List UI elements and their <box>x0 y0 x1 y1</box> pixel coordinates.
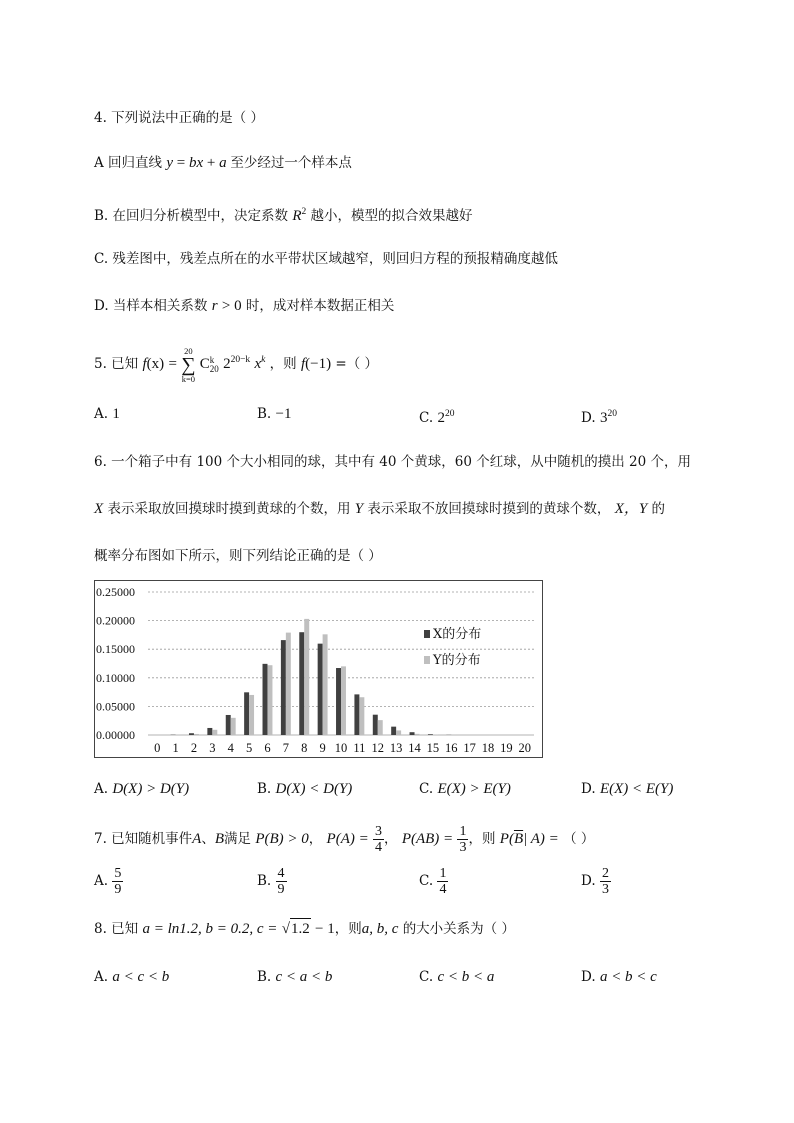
option-label: B. <box>257 873 276 889</box>
bar-x-3 <box>207 728 212 735</box>
q4-option-d <box>94 296 394 316</box>
x-tick-label: 10 <box>334 741 348 755</box>
formula-x: x <box>196 155 204 171</box>
option-value: 1 <box>112 406 120 422</box>
p-a-num: 3 <box>375 824 383 839</box>
vars-xy: X，Y <box>614 501 648 517</box>
q6-line-1: 6. 一个箱子中有 100 个大小相同的球，其中有 40 个黄球，60 个红球，从中随机的摸出 20 个，用 <box>94 454 692 470</box>
y-tick-label: 0.05000 <box>96 699 135 714</box>
bar-y-11 <box>359 697 364 735</box>
option-label: A. <box>94 781 113 797</box>
x-tick-label: 18 <box>481 741 495 755</box>
r-squared <box>292 208 306 224</box>
q7-comma-2: ， <box>384 831 398 847</box>
bar-x-10 <box>336 668 341 735</box>
q8-option-c <box>419 967 494 987</box>
q4-option-b-text-1: B. 在回归分析模型中，决定系数 <box>94 208 289 224</box>
q6-option-b <box>257 779 352 799</box>
y-tick-label: 0.10000 <box>96 670 135 685</box>
bar-x-2 <box>189 733 194 735</box>
x-exp: k <box>261 355 266 365</box>
option-value: a < b < c <box>599 969 657 985</box>
q4-option-b-text-2: 越小，模型的拟合效果越好 <box>310 208 473 224</box>
event-a: A <box>192 831 202 847</box>
p-a-fraction <box>373 824 384 855</box>
conditional-probability <box>500 831 559 847</box>
q7-option-c <box>419 866 448 897</box>
option-label: D. <box>581 410 600 426</box>
formula-b: b <box>188 155 197 171</box>
q5-option-b <box>257 404 291 424</box>
q6-line-2-a: 表示采取放回摸球时摸到黄球的个数，用 <box>107 501 351 517</box>
q7-mid: ，则 <box>468 831 496 847</box>
option-label: C. <box>419 781 438 797</box>
x-tick-label: 0 <box>154 741 161 755</box>
q5-stem <box>94 345 378 384</box>
var-y: Y <box>354 501 364 517</box>
q4-regression-formula: y = bx + a <box>166 155 227 171</box>
bar-y-4 <box>231 718 236 735</box>
option-value: a < c < b <box>112 969 170 985</box>
option-label: A. <box>94 873 113 889</box>
x-tick-label: 13 <box>389 741 403 755</box>
equals: = <box>168 356 177 372</box>
q8-option-b <box>257 967 332 987</box>
option-value: −1 <box>275 406 292 422</box>
q5-prefix: 5. 已知 <box>94 356 139 372</box>
option-label: A. <box>94 969 113 985</box>
x-tick-label: 1 <box>172 741 179 755</box>
q4-option-c: C. 残差图中，残差点所在的水平带状区域越窄，则回归方程的预报精确度越低 <box>94 251 558 267</box>
x-tick-label: 16 <box>445 741 458 755</box>
q7-sep: 、 <box>201 831 215 847</box>
c-sup: k <box>209 354 215 365</box>
bar-x-9 <box>318 644 323 735</box>
x-tick-label: 4 <box>227 741 234 755</box>
event-b: B <box>214 831 225 847</box>
option-value: D(X) > D(Y) <box>112 781 190 797</box>
q5-option-a <box>94 404 120 424</box>
sum-upper: 20 <box>184 345 193 356</box>
bar-y-6 <box>267 665 272 735</box>
option-label: D. <box>581 873 600 889</box>
q8-expr-2: − 1 <box>315 921 335 937</box>
r-symbol: R <box>292 208 302 224</box>
q5-option-c <box>419 404 454 428</box>
x-tick-label: 7 <box>282 741 289 755</box>
option-label: D. <box>581 969 600 985</box>
q6-line-3: 概率分布图如下所示，则下列结论正确的是（ ） <box>94 548 382 564</box>
q7-tail: （ ） <box>563 831 595 847</box>
option-value: $2^{20}$ <box>437 409 455 426</box>
option-label: B. <box>257 781 276 797</box>
q8-abc: a, b, c <box>361 921 399 937</box>
bar-y-14 <box>415 734 420 735</box>
bar-x-8 <box>299 632 304 735</box>
bar-x-5 <box>244 692 249 735</box>
y-tick-label: 0.25000 <box>96 585 135 599</box>
option-value: c < b < a <box>437 969 495 985</box>
p-ab: P(AB) = <box>401 831 454 847</box>
bar-y-2 <box>194 734 199 735</box>
bar-x-15 <box>428 734 433 735</box>
bar-y-5 <box>249 695 254 735</box>
bar-x-14 <box>410 732 415 735</box>
x-tick-label: 15 <box>426 741 440 755</box>
c-sub: 20 <box>209 363 219 374</box>
q7-prefix: 7. 已知随机事件 <box>94 831 193 847</box>
formula-y: y <box>166 155 174 171</box>
r-variable: r <box>211 298 218 314</box>
q5-tail: =（ ） <box>335 356 378 372</box>
q7-comma-1: ， <box>308 831 323 847</box>
q4-option-a <box>94 153 352 173</box>
q8-mid: ，则 <box>334 921 362 937</box>
power-term <box>223 356 250 372</box>
q5-option-d <box>581 404 617 428</box>
q8-stem: 8. 已知 a = ln1.2, b = 0.2, c = √1.2 − 1，则a, b, c 的大小关系为（ ） <box>94 918 515 939</box>
c-symbol: C <box>199 356 210 372</box>
option-label: C. <box>419 969 438 985</box>
summation <box>181 346 195 384</box>
sum-lower: k=0 <box>181 373 195 384</box>
bar-x-4 <box>226 715 231 735</box>
x-tick-label: 14 <box>408 741 421 755</box>
bar-y-9 <box>323 634 328 735</box>
probability-distribution-chart <box>94 580 543 758</box>
q6-line-2-c: 的 <box>651 501 666 517</box>
bar-y-3 <box>212 730 217 735</box>
option-value: $3^{20}$ <box>599 409 617 426</box>
formula-a: a <box>219 155 227 171</box>
f-of-x: f(x) <box>142 356 165 372</box>
bar-x-13 <box>391 727 396 735</box>
option-value: E(X) < E(Y) <box>599 781 674 797</box>
q7-option-a <box>94 866 123 897</box>
b-complement: $\overline{B}$ <box>513 831 524 847</box>
x-tick-label: 11 <box>353 741 366 755</box>
option-label: D. <box>581 781 600 797</box>
x-base: x <box>254 356 262 372</box>
option-fraction: $\frac{4}{9}$ <box>277 866 285 897</box>
r-exponent: 2 <box>301 207 307 217</box>
pq-rest: | A) = <box>523 831 559 847</box>
q6-option-d <box>581 779 673 799</box>
x-tick-label: 9 <box>319 741 326 755</box>
p-ab-fraction <box>457 824 468 855</box>
option-fraction: $\frac{2}{3}$ <box>601 866 609 897</box>
q4-stem: 4. 下列说法中正确的是（ ） <box>94 110 264 126</box>
x-tick-label: 3 <box>209 741 216 755</box>
option-label: A. <box>94 406 113 422</box>
option-value: E(X) > E(Y) <box>437 781 511 797</box>
x-tick-label: 19 <box>500 741 513 755</box>
option-value: c < a < b <box>275 969 333 985</box>
bar-x-11 <box>354 694 359 735</box>
q7-option-b <box>257 866 287 897</box>
p-a: P(A) = <box>326 831 369 847</box>
q4-option-d-text-1: D. 当样本相关系数 <box>94 298 208 314</box>
q6-option-a <box>94 779 189 799</box>
q8-option-a <box>94 967 169 987</box>
q7-stem <box>94 824 594 855</box>
bar-y-7 <box>286 633 291 735</box>
option-value: D(X) < D(Y) <box>275 781 353 797</box>
x-tick-label: 17 <box>463 741 476 755</box>
x-tick-label: 20 <box>518 741 532 755</box>
p-b: P(B) > 0 <box>255 831 309 847</box>
q6-line-2-b: 表示采取不放回摸球时摸到的黄球个数， <box>367 501 611 517</box>
option-fraction: $\frac{5}{9}$ <box>114 866 122 897</box>
bar-x-6 <box>263 664 268 735</box>
sqrt-arg: 1.2 <box>290 918 311 939</box>
bar-y-13 <box>396 730 401 735</box>
x-tick-label: 8 <box>301 741 308 755</box>
q4-option-d-text-2: 时，成对样本数据正相关 <box>245 298 395 314</box>
neg-one: (−1) <box>305 356 332 372</box>
x-tick-label: 6 <box>264 741 271 755</box>
x-tick-label: 5 <box>245 741 253 755</box>
x-tick-label: 2 <box>190 741 198 755</box>
r-condition: > 0 <box>221 298 242 314</box>
bar-y-10 <box>341 666 346 735</box>
q8-tail: 的大小关系为（ ） <box>402 921 515 937</box>
option-fraction: $\frac{1}{4}$ <box>439 866 447 897</box>
f-symbol: f <box>142 356 147 372</box>
legend-label: X的分布 <box>433 627 482 642</box>
legend-label: Y的分布 <box>433 653 481 668</box>
legend-swatch <box>424 630 430 638</box>
q8-prefix: 8. 已知 <box>94 921 139 937</box>
q4-option-a-suffix: 至少经过一个样本点 <box>230 155 352 171</box>
pq-open: P( <box>499 831 514 847</box>
bar-y-8 <box>304 619 309 735</box>
q7-cond: 满足 <box>224 831 252 847</box>
q5-mid: ，则 <box>269 356 297 372</box>
bar-x-12 <box>373 715 378 735</box>
y-tick-label: 0.00000 <box>96 728 135 742</box>
q8-option-d <box>581 967 657 987</box>
x-power <box>254 356 265 372</box>
option-label: C. <box>419 873 438 889</box>
q6-line-2 <box>94 499 665 519</box>
p-a-den: 4 <box>375 840 383 855</box>
binomial-term <box>200 356 219 372</box>
x-tick-label: 12 <box>371 741 385 755</box>
option-label: B. <box>257 406 276 422</box>
var-x: X <box>94 501 104 517</box>
legend-swatch <box>424 656 430 664</box>
pow-base: 2 <box>223 356 231 372</box>
option-label: C. <box>419 410 438 426</box>
p-ab-num: 1 <box>459 824 467 839</box>
q4-option-a-prefix: A 回归直线 <box>94 155 163 171</box>
option-label: B. <box>257 969 276 985</box>
pow-exp: 20−k <box>230 355 251 365</box>
sigma-symbol: ∑ <box>181 353 196 376</box>
formula-plus: + <box>206 155 216 171</box>
q8-expr-1: a = ln1.2, b = 0.2, c = <box>142 921 278 937</box>
bar-x-7 <box>281 640 286 735</box>
p-ab-den: 3 <box>459 840 467 855</box>
y-tick-label: 0.20000 <box>96 613 135 628</box>
bar-y-12 <box>378 720 383 735</box>
f-symbol-2: f <box>300 356 306 372</box>
y-tick-label: 0.15000 <box>96 642 135 657</box>
q7-option-d <box>581 866 611 897</box>
q6-option-c <box>419 779 511 799</box>
q4-option-b <box>94 202 473 226</box>
